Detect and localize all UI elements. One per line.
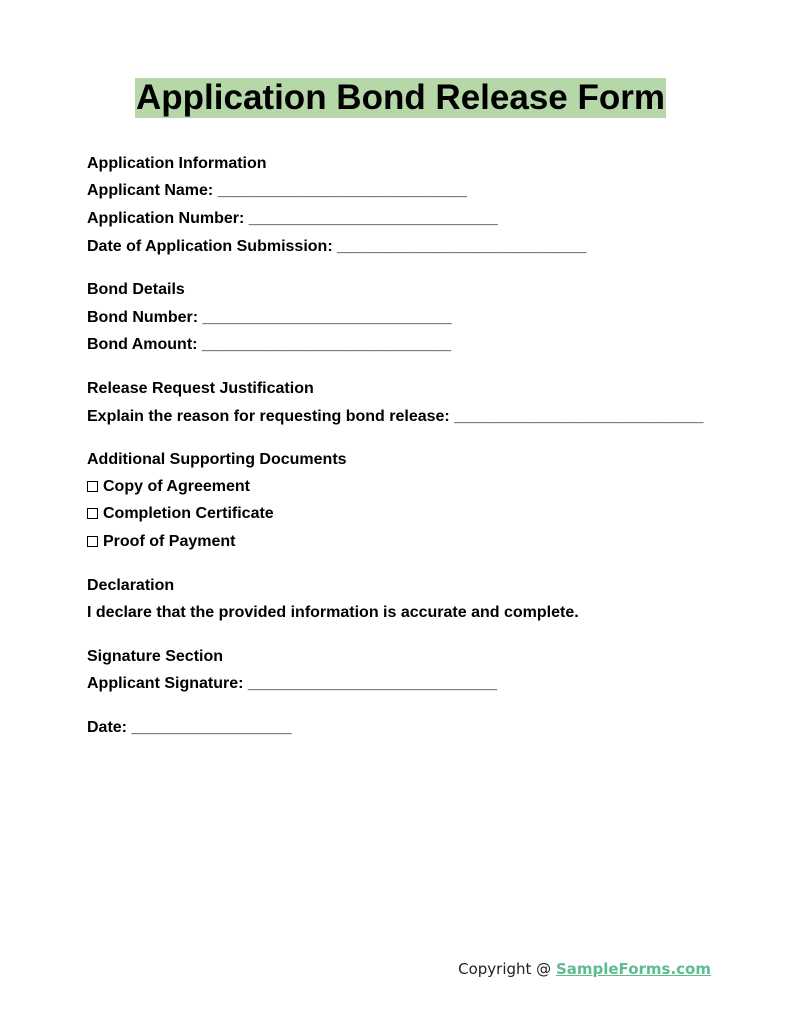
section-heading-justification: Release Request Justification	[87, 380, 314, 397]
brand-link[interactable]: SampleForms.com	[555, 960, 711, 978]
title-container	[0, 78, 801, 118]
declaration-text: I declare that the provided information is accurate and complete.	[87, 604, 579, 621]
checklist-item	[87, 504, 274, 524]
checklist-item-label: Proof of Payment	[103, 533, 236, 550]
reason-field: Explain the reason for requesting bond release: ____________________________	[87, 408, 704, 425]
section-heading-application-info: Application Information	[87, 155, 267, 172]
application-number-field: Application Number: ____________________________	[87, 210, 498, 227]
section-heading-signature: Signature Section	[87, 648, 224, 665]
checkbox-icon	[87, 481, 98, 492]
checklist-item	[87, 532, 235, 552]
footer-copyright	[458, 959, 711, 979]
applicant-signature-field: Applicant Signature: ____________________________	[87, 675, 498, 692]
checklist-item-label: Copy of Agreement	[103, 478, 250, 495]
submission-date-field: Date of Application Submission: ____________________________	[87, 238, 587, 255]
checkbox-icon	[87, 508, 98, 519]
page-title: Application Bond Release Form	[136, 78, 665, 117]
applicant-name-field: Applicant Name: ____________________________	[87, 182, 467, 199]
section-heading-documents: Additional Supporting Documents	[87, 451, 347, 468]
checklist-item-label: Completion Certificate	[103, 505, 274, 522]
date-field: Date: __________________	[87, 719, 292, 736]
bond-amount-field: Bond Amount: ____________________________	[87, 336, 452, 353]
section-heading-declaration: Declaration	[87, 577, 175, 594]
copyright-text: Copyright @	[458, 960, 556, 978]
checkbox-icon	[87, 536, 98, 547]
bond-number-field: Bond Number: ____________________________	[87, 309, 452, 326]
section-heading-bond-details: Bond Details	[87, 281, 185, 298]
checklist-item	[87, 477, 250, 497]
